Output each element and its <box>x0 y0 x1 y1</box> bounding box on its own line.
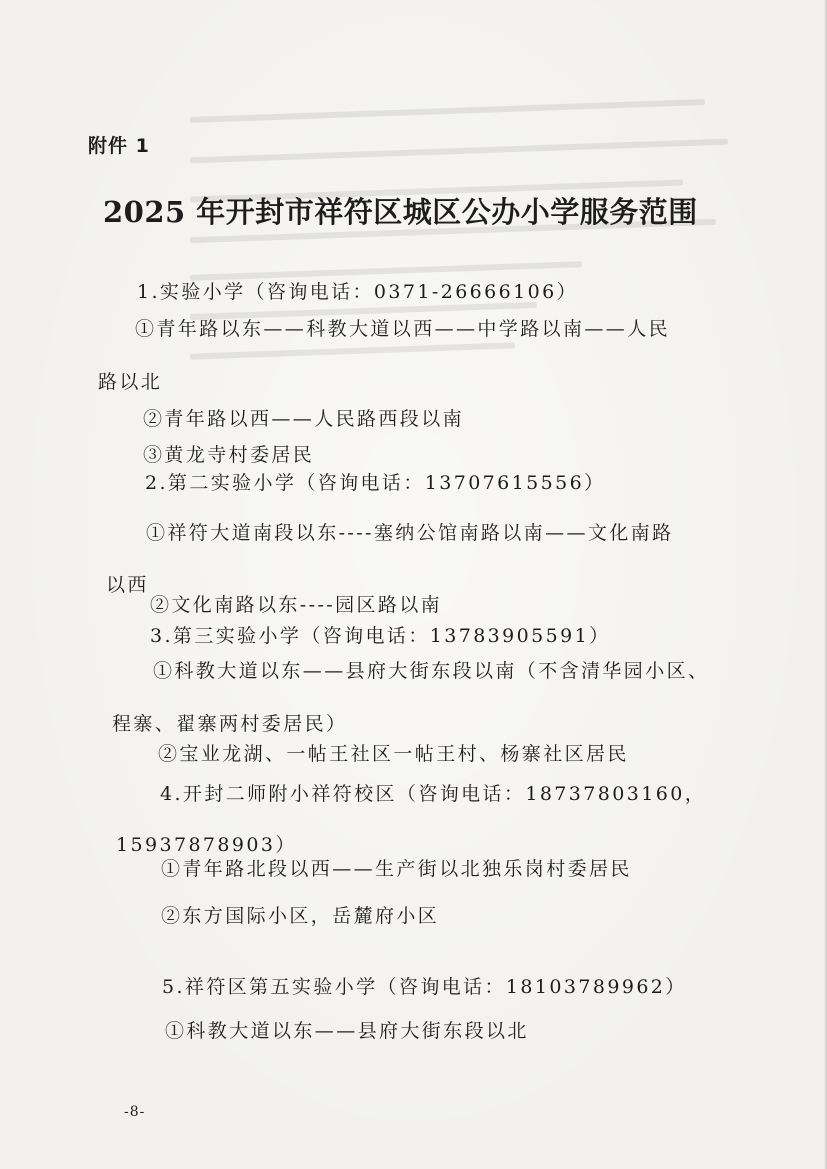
school-3-heading: 3.第三实验小学（咨询电话：13783905591） <box>150 625 611 647</box>
school-2-heading: 2.第二实验小学（咨询电话：13707615556） <box>145 472 606 494</box>
school-1-heading: 1.实验小学（咨询电话：0371-26666106） <box>137 281 579 303</box>
school-1-range-1-cont: 路以北 <box>98 371 163 393</box>
school-3-range-1-cont: 程寨、翟寨两村委居民） <box>112 713 348 735</box>
school-3-range-2: ②宝业龙湖、一帖王社区一帖王村、杨寨社区居民 <box>158 743 629 765</box>
school-3-range-1: ①科教大道以东——县府大街东段以南（不含清华园小区、 <box>153 660 710 682</box>
school-1-range-1: ①青年路以东——科教大道以西——中学路以南——人民 <box>135 318 671 340</box>
school-2-range-1: ①祥符大道南段以东----塞纳公馆南路以南——文化南路 <box>146 522 674 544</box>
show-through-ghost-text <box>190 108 750 438</box>
school-5-range-1: ①科教大道以东——县府大街东段以北 <box>165 1020 529 1042</box>
page-number: -8- <box>124 1104 146 1120</box>
school-4-heading: 4.开封二师附小祥符校区（咨询电话：18737803160， <box>160 783 707 805</box>
school-1-range-3: ③黄龙寺村委居民 <box>143 444 315 466</box>
school-1-range-2: ②青年路以西——人民路西段以南 <box>143 408 465 430</box>
school-4-range-2: ②东方国际小区，岳麓府小区 <box>161 905 440 927</box>
attachment-label: 附件 1 <box>88 135 150 157</box>
school-2-range-1-cont: 以西 <box>106 574 149 596</box>
school-2-range-2: ②文化南路以东----园区路以南 <box>150 594 443 616</box>
school-4-heading-cont: 15937878903） <box>116 834 297 856</box>
school-5-heading: 5.祥符区第五实验小学（咨询电话：18103789962） <box>162 976 687 998</box>
document-title: 2025 年开封市祥符区城区公办小学服务范围 <box>103 195 698 229</box>
school-4-range-1: ①青年路北段以西——生产街以北独乐岗村委居民 <box>161 858 632 880</box>
